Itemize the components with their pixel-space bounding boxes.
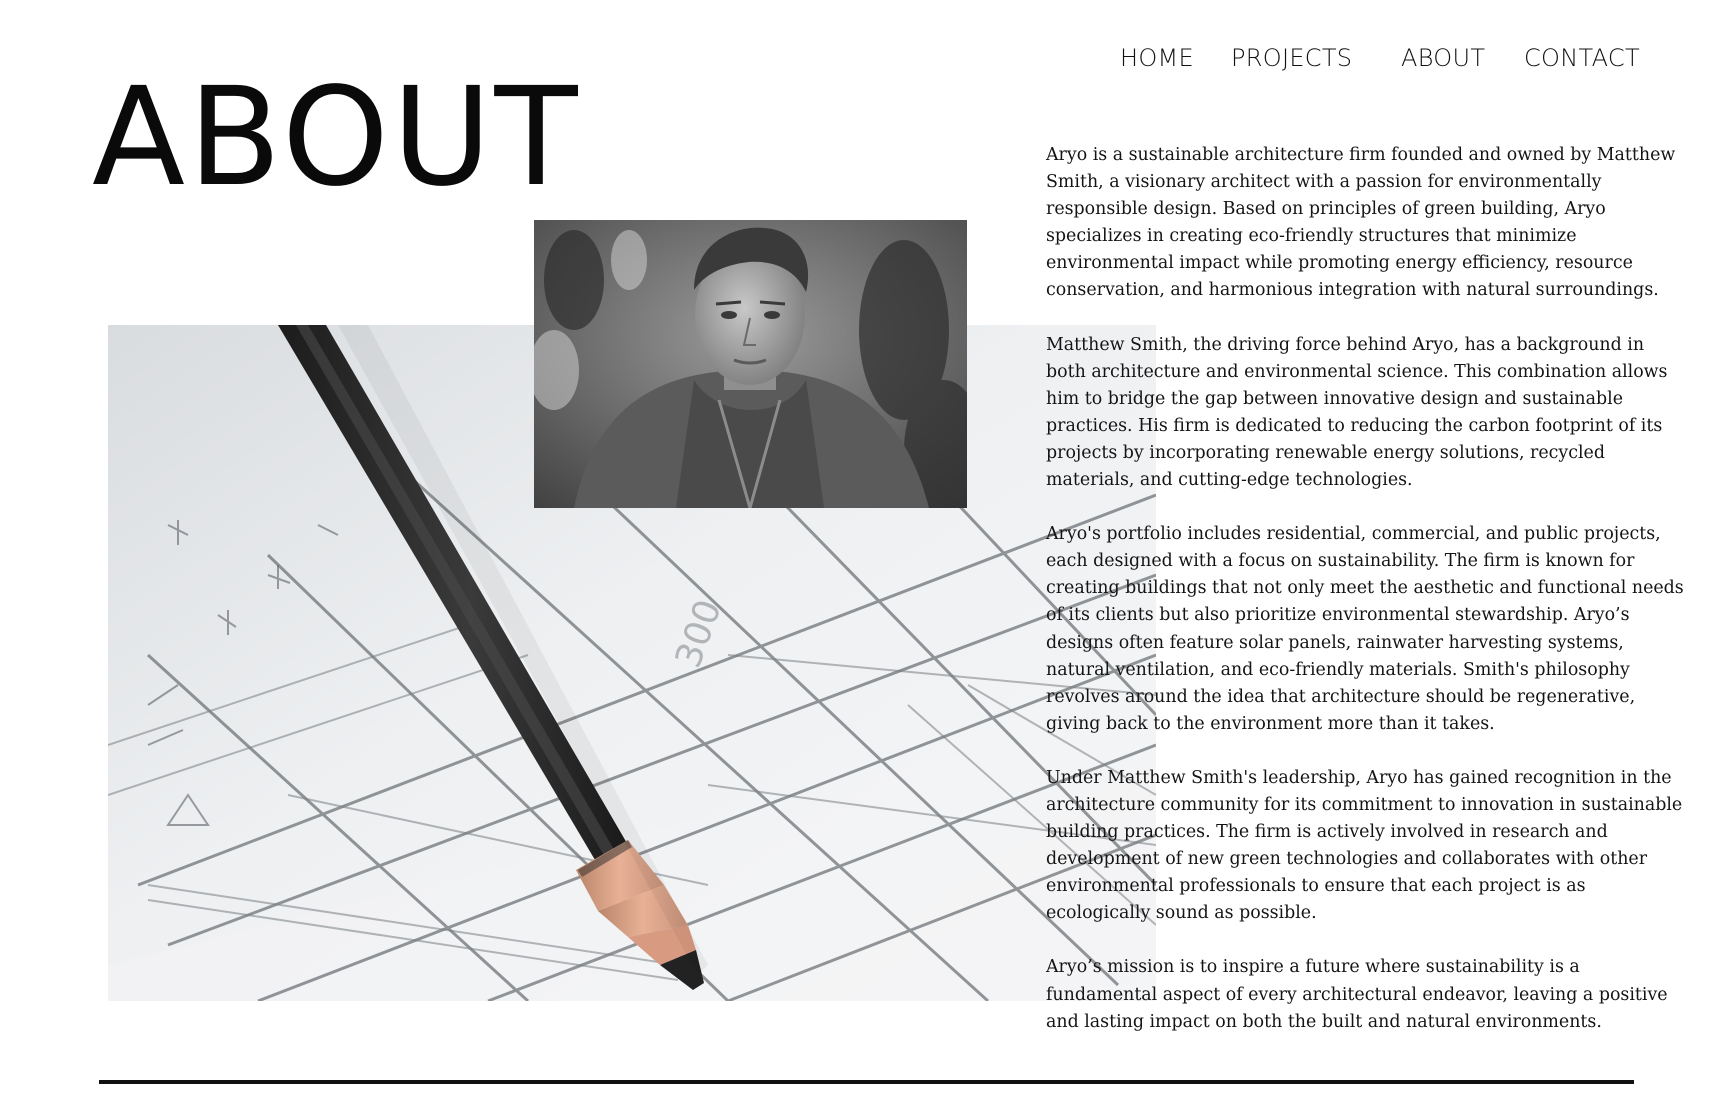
about-paragraph-5: Aryo’s mission is to inspire a future where sustainability is a fundamental aspect of every architectural endeavor, leaving a positive and lasting impact on both the built and natural environments.	[1046, 957, 1668, 1032]
portrait-image	[534, 220, 967, 508]
nav-contact-link[interactable]: CONTACT	[1524, 44, 1640, 72]
about-paragraph-2: Matthew Smith, the driving force behind Aryo, has a background in both architecture and environmental science. This combination allows him to bridge the gap between innovative design and sustainable practices. His firm is dedicated to reducing the carbon footprint of its projects by incorporating renewable energy solutions, recycled materials, and cutting-edge technologies.	[1046, 334, 1668, 491]
about-paragraph-4: Under Matthew Smith's leadership, Aryo has gained recognition in the architecture community for its commitment to innovation in sustainable building practices. The firm is actively involved in research and development of new green technologies and collaborates with other environmental professionals to ensure that each project is as ecologically sound as possible.	[1046, 767, 1683, 924]
svg-text:300: 300	[667, 594, 730, 674]
about-paragraph-3: Aryo's portfolio includes residential, commercial, and public projects, each designed with a focus on sustainability. The firm is known for creating buildings that not only meet the aesthetic and functional needs of its clients but also prioritize environmental stewardship. Aryo’s designs often feature solar panels, rainwater harvesting systems, natural ventilation, and eco-friendly materials. Smith's philosophy revolves around the idea that architecture should be regenerative, giving back to the environment more than it takes.	[1046, 524, 1684, 734]
portrait-illustration	[534, 220, 967, 508]
about-paragraph-1: Aryo is a sustainable architecture firm founded and owned by Matthew Smith, a visionary architect with a passion for environmentally responsible design. Based on principles of green building, Aryo specializes in creating eco-friendly structures that minimize environmental impact while promoting energy efficiency, resource conservation, and harmonious integration with natural surroundings.	[1046, 145, 1676, 301]
nav-projects-link[interactable]: PROJECTS	[1231, 44, 1353, 72]
nav-about-link[interactable]: ABOUT	[1401, 44, 1486, 72]
footer-divider	[99, 1080, 1634, 1084]
page-title: ABOUT	[92, 59, 581, 217]
main-nav	[1120, 44, 1660, 78]
about-body	[1046, 142, 1686, 1063]
nav-home-link[interactable]: HOME	[1120, 44, 1195, 72]
